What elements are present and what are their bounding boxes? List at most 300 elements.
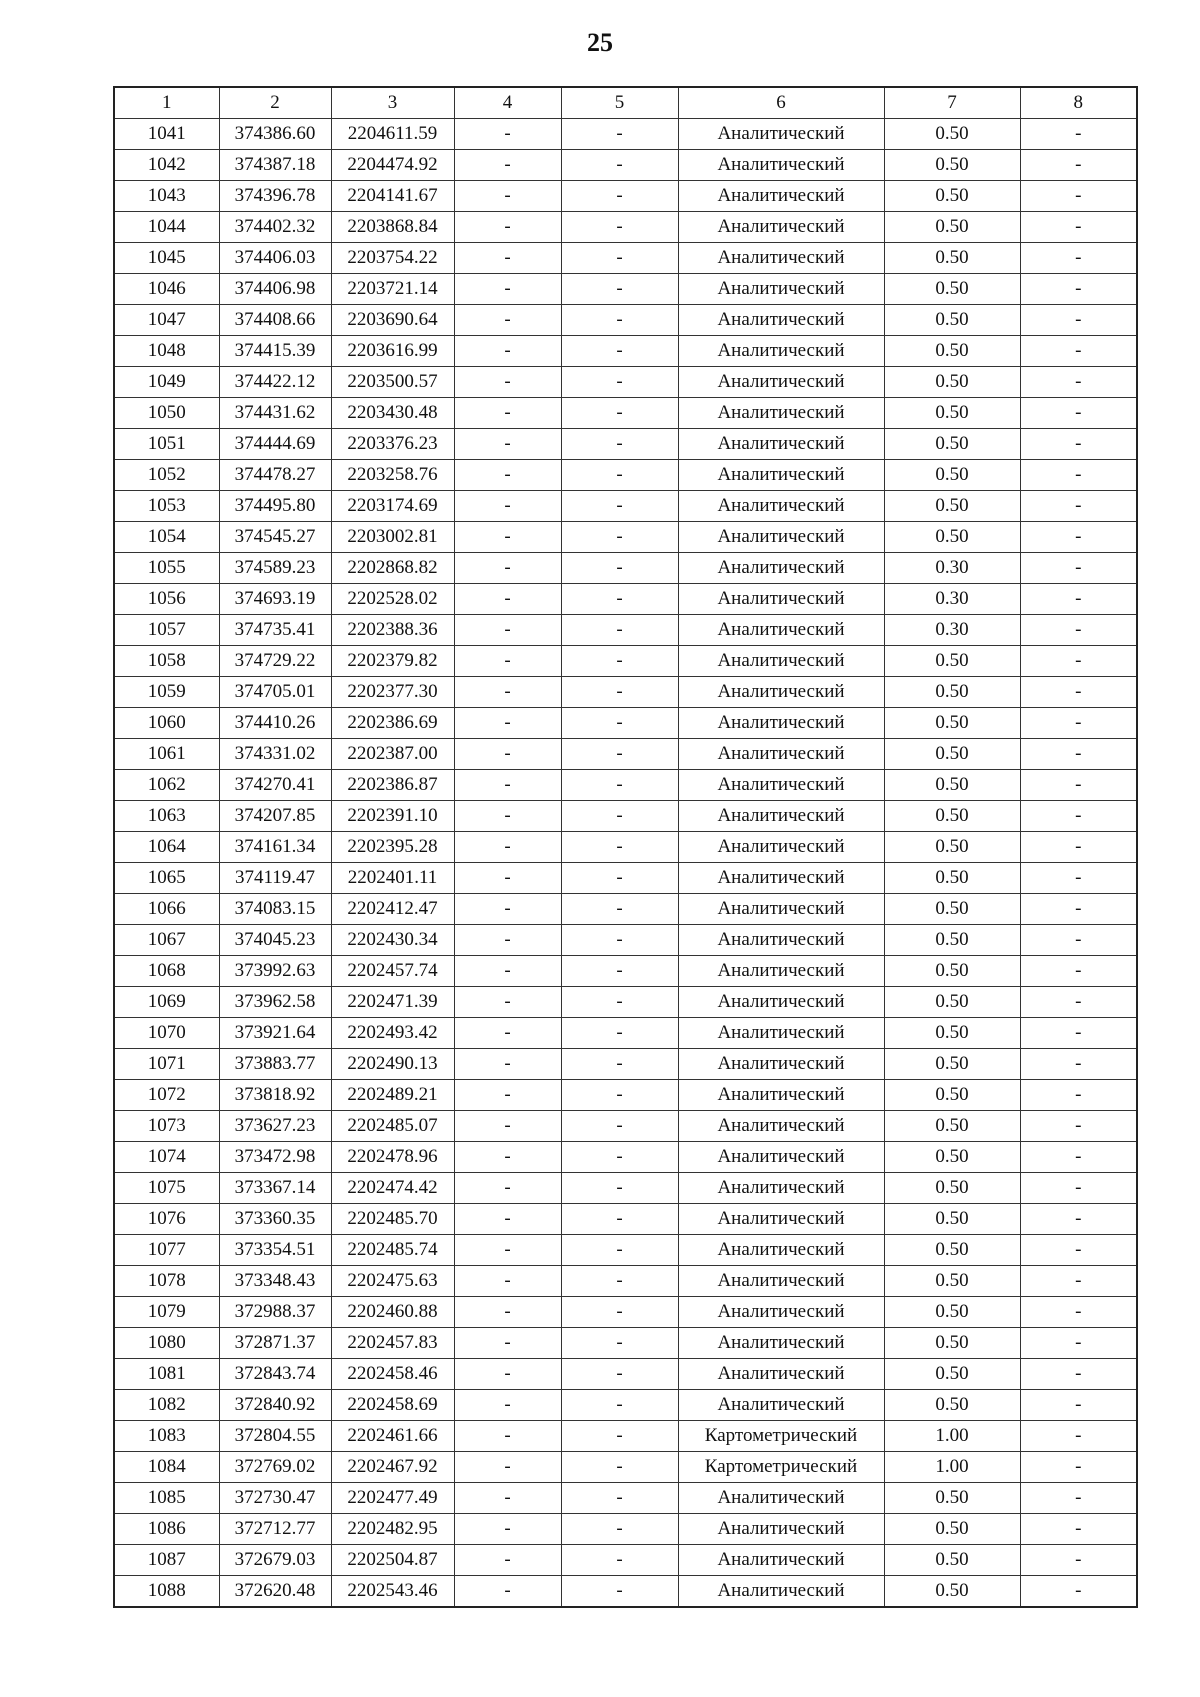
point-number-cell: 1068: [114, 956, 219, 987]
col8-cell: -: [1020, 553, 1137, 584]
x-coordinate-cell: 372843.74: [219, 1359, 331, 1390]
col4-cell: -: [454, 863, 561, 894]
accuracy-cell: 0.50: [884, 1390, 1020, 1421]
method-cell: Аналитический: [678, 1545, 884, 1576]
table-row: [114, 336, 1137, 367]
col5-cell: -: [561, 429, 678, 460]
method-cell: Аналитический: [678, 119, 884, 150]
col4-cell: -: [454, 1576, 561, 1608]
point-number-cell: 1073: [114, 1111, 219, 1142]
col5-cell: -: [561, 367, 678, 398]
method-cell: Аналитический: [678, 522, 884, 553]
method-cell: Аналитический: [678, 1297, 884, 1328]
col8-cell: -: [1020, 1483, 1137, 1514]
method-cell: Аналитический: [678, 987, 884, 1018]
col4-cell: -: [454, 1328, 561, 1359]
y-coordinate-cell: 2202528.02: [331, 584, 454, 615]
x-coordinate-cell: 374402.32: [219, 212, 331, 243]
x-coordinate-cell: 374207.85: [219, 801, 331, 832]
y-coordinate-cell: 2202471.39: [331, 987, 454, 1018]
table-row: [114, 739, 1137, 770]
accuracy-cell: 0.50: [884, 770, 1020, 801]
col8-cell: -: [1020, 212, 1137, 243]
table-row: [114, 274, 1137, 305]
x-coordinate-cell: 374119.47: [219, 863, 331, 894]
point-number-cell: 1086: [114, 1514, 219, 1545]
col4-cell: -: [454, 1018, 561, 1049]
col5-cell: -: [561, 1049, 678, 1080]
y-coordinate-cell: 2202457.74: [331, 956, 454, 987]
method-cell: Аналитический: [678, 1204, 884, 1235]
col8-cell: -: [1020, 770, 1137, 801]
x-coordinate-cell: 374270.41: [219, 770, 331, 801]
col4-cell: -: [454, 1111, 561, 1142]
method-cell: Аналитический: [678, 739, 884, 770]
method-cell: Аналитический: [678, 336, 884, 367]
col5-cell: -: [561, 1018, 678, 1049]
col5-cell: -: [561, 1514, 678, 1545]
point-number-cell: 1076: [114, 1204, 219, 1235]
y-coordinate-cell: 2202388.36: [331, 615, 454, 646]
accuracy-cell: 0.50: [884, 1266, 1020, 1297]
col4-cell: -: [454, 739, 561, 770]
x-coordinate-cell: 374083.15: [219, 894, 331, 925]
y-coordinate-cell: 2202377.30: [331, 677, 454, 708]
accuracy-cell: 0.50: [884, 1545, 1020, 1576]
y-coordinate-cell: 2202467.92: [331, 1452, 454, 1483]
y-coordinate-cell: 2202485.74: [331, 1235, 454, 1266]
point-number-cell: 1069: [114, 987, 219, 1018]
point-number-cell: 1042: [114, 150, 219, 181]
col5-cell: -: [561, 1421, 678, 1452]
col4-cell: -: [454, 367, 561, 398]
accuracy-cell: 0.50: [884, 150, 1020, 181]
point-number-cell: 1078: [114, 1266, 219, 1297]
col4-cell: -: [454, 1359, 561, 1390]
col4-cell: -: [454, 1421, 561, 1452]
y-coordinate-cell: 2202475.63: [331, 1266, 454, 1297]
accuracy-cell: 0.50: [884, 925, 1020, 956]
y-coordinate-cell: 2202412.47: [331, 894, 454, 925]
table-row: [114, 863, 1137, 894]
accuracy-cell: 0.50: [884, 181, 1020, 212]
point-number-cell: 1049: [114, 367, 219, 398]
accuracy-cell: 0.50: [884, 367, 1020, 398]
table-row: [114, 305, 1137, 336]
y-coordinate-cell: 2204474.92: [331, 150, 454, 181]
accuracy-cell: 0.50: [884, 1018, 1020, 1049]
col4-cell: -: [454, 150, 561, 181]
table-header-row: [114, 87, 1137, 119]
method-cell: Аналитический: [678, 1049, 884, 1080]
col8-cell: -: [1020, 1576, 1137, 1608]
table-row: [114, 615, 1137, 646]
table-row: [114, 243, 1137, 274]
col8-cell: -: [1020, 925, 1137, 956]
col8-cell: -: [1020, 491, 1137, 522]
col5-cell: -: [561, 1111, 678, 1142]
col8-cell: -: [1020, 956, 1137, 987]
col4-cell: -: [454, 1390, 561, 1421]
col8-cell: -: [1020, 1545, 1137, 1576]
y-coordinate-cell: 2202460.88: [331, 1297, 454, 1328]
method-cell: Аналитический: [678, 1514, 884, 1545]
col4-cell: -: [454, 1514, 561, 1545]
method-cell: Аналитический: [678, 1111, 884, 1142]
column-header: 5: [561, 87, 678, 119]
col5-cell: -: [561, 305, 678, 336]
method-cell: Аналитический: [678, 398, 884, 429]
col5-cell: -: [561, 150, 678, 181]
x-coordinate-cell: 373627.23: [219, 1111, 331, 1142]
col4-cell: -: [454, 677, 561, 708]
x-coordinate-cell: 374045.23: [219, 925, 331, 956]
accuracy-cell: 0.50: [884, 1111, 1020, 1142]
point-number-cell: 1075: [114, 1173, 219, 1204]
method-cell: Аналитический: [678, 1390, 884, 1421]
table-row: [114, 1018, 1137, 1049]
point-number-cell: 1043: [114, 181, 219, 212]
table-row: [114, 1111, 1137, 1142]
col5-cell: -: [561, 274, 678, 305]
method-cell: Аналитический: [678, 1483, 884, 1514]
method-cell: Аналитический: [678, 1328, 884, 1359]
method-cell: Аналитический: [678, 367, 884, 398]
col8-cell: -: [1020, 677, 1137, 708]
col5-cell: -: [561, 646, 678, 677]
col5-cell: -: [561, 491, 678, 522]
y-coordinate-cell: 2202430.34: [331, 925, 454, 956]
table-row: [114, 491, 1137, 522]
table-row: [114, 1173, 1137, 1204]
method-cell: Аналитический: [678, 1080, 884, 1111]
col8-cell: -: [1020, 305, 1137, 336]
col8-cell: -: [1020, 863, 1137, 894]
col5-cell: -: [561, 336, 678, 367]
table-row: [114, 1080, 1137, 1111]
point-number-cell: 1050: [114, 398, 219, 429]
y-coordinate-cell: 2202490.13: [331, 1049, 454, 1080]
method-cell: Аналитический: [678, 460, 884, 491]
x-coordinate-cell: 374422.12: [219, 367, 331, 398]
col5-cell: -: [561, 1080, 678, 1111]
accuracy-cell: 1.00: [884, 1421, 1020, 1452]
y-coordinate-cell: 2202386.69: [331, 708, 454, 739]
table-row: [114, 832, 1137, 863]
col4-cell: -: [454, 491, 561, 522]
col4-cell: -: [454, 987, 561, 1018]
col5-cell: -: [561, 987, 678, 1018]
y-coordinate-cell: 2202477.49: [331, 1483, 454, 1514]
col4-cell: -: [454, 1080, 561, 1111]
table-row: [114, 956, 1137, 987]
method-cell: Аналитический: [678, 956, 884, 987]
y-coordinate-cell: 2202868.82: [331, 553, 454, 584]
y-coordinate-cell: 2202461.66: [331, 1421, 454, 1452]
col5-cell: -: [561, 553, 678, 584]
point-number-cell: 1079: [114, 1297, 219, 1328]
x-coordinate-cell: 374415.39: [219, 336, 331, 367]
y-coordinate-cell: 2202458.46: [331, 1359, 454, 1390]
accuracy-cell: 0.50: [884, 1297, 1020, 1328]
method-cell: Аналитический: [678, 677, 884, 708]
col8-cell: -: [1020, 1328, 1137, 1359]
accuracy-cell: 0.50: [884, 305, 1020, 336]
x-coordinate-cell: 373818.92: [219, 1080, 331, 1111]
accuracy-cell: 0.50: [884, 801, 1020, 832]
point-number-cell: 1059: [114, 677, 219, 708]
y-coordinate-cell: 2203376.23: [331, 429, 454, 460]
column-header: 1: [114, 87, 219, 119]
col8-cell: -: [1020, 398, 1137, 429]
col8-cell: -: [1020, 1452, 1137, 1483]
accuracy-cell: 0.30: [884, 615, 1020, 646]
column-header: 6: [678, 87, 884, 119]
col4-cell: -: [454, 956, 561, 987]
x-coordinate-cell: 374693.19: [219, 584, 331, 615]
y-coordinate-cell: 2202474.42: [331, 1173, 454, 1204]
x-coordinate-cell: 373921.64: [219, 1018, 331, 1049]
point-number-cell: 1083: [114, 1421, 219, 1452]
col5-cell: -: [561, 1545, 678, 1576]
point-number-cell: 1070: [114, 1018, 219, 1049]
col5-cell: -: [561, 1173, 678, 1204]
x-coordinate-cell: 372769.02: [219, 1452, 331, 1483]
x-coordinate-cell: 373883.77: [219, 1049, 331, 1080]
point-number-cell: 1056: [114, 584, 219, 615]
col5-cell: -: [561, 615, 678, 646]
method-cell: Аналитический: [678, 1018, 884, 1049]
accuracy-cell: 0.50: [884, 1514, 1020, 1545]
y-coordinate-cell: 2203002.81: [331, 522, 454, 553]
column-header: 3: [331, 87, 454, 119]
point-number-cell: 1055: [114, 553, 219, 584]
y-coordinate-cell: 2203616.99: [331, 336, 454, 367]
col5-cell: -: [561, 243, 678, 274]
point-number-cell: 1077: [114, 1235, 219, 1266]
method-cell: Аналитический: [678, 212, 884, 243]
accuracy-cell: 0.50: [884, 336, 1020, 367]
x-coordinate-cell: 372988.37: [219, 1297, 331, 1328]
col8-cell: -: [1020, 1204, 1137, 1235]
col4-cell: -: [454, 708, 561, 739]
accuracy-cell: 0.50: [884, 956, 1020, 987]
method-cell: Аналитический: [678, 646, 884, 677]
col8-cell: -: [1020, 429, 1137, 460]
col8-cell: -: [1020, 615, 1137, 646]
accuracy-cell: 0.50: [884, 1049, 1020, 1080]
y-coordinate-cell: 2202401.11: [331, 863, 454, 894]
table-row: [114, 1390, 1137, 1421]
point-number-cell: 1084: [114, 1452, 219, 1483]
x-coordinate-cell: 372840.92: [219, 1390, 331, 1421]
method-cell: Аналитический: [678, 1142, 884, 1173]
col8-cell: -: [1020, 894, 1137, 925]
table-row: [114, 770, 1137, 801]
x-coordinate-cell: 374545.27: [219, 522, 331, 553]
x-coordinate-cell: 374589.23: [219, 553, 331, 584]
col4-cell: -: [454, 1452, 561, 1483]
col5-cell: -: [561, 925, 678, 956]
table-row: [114, 1049, 1137, 1080]
col4-cell: -: [454, 1235, 561, 1266]
col8-cell: -: [1020, 646, 1137, 677]
method-cell: Аналитический: [678, 491, 884, 522]
y-coordinate-cell: 2204611.59: [331, 119, 454, 150]
col5-cell: -: [561, 863, 678, 894]
y-coordinate-cell: 2202478.96: [331, 1142, 454, 1173]
col8-cell: -: [1020, 801, 1137, 832]
x-coordinate-cell: 372804.55: [219, 1421, 331, 1452]
col5-cell: -: [561, 832, 678, 863]
method-cell: Картометрический: [678, 1452, 884, 1483]
x-coordinate-cell: 373360.35: [219, 1204, 331, 1235]
column-header: 4: [454, 87, 561, 119]
col4-cell: -: [454, 243, 561, 274]
method-cell: Аналитический: [678, 894, 884, 925]
y-coordinate-cell: 2202379.82: [331, 646, 454, 677]
accuracy-cell: 0.50: [884, 987, 1020, 1018]
table-row: [114, 584, 1137, 615]
method-cell: Аналитический: [678, 150, 884, 181]
accuracy-cell: 0.50: [884, 119, 1020, 150]
table-row: [114, 1142, 1137, 1173]
col5-cell: -: [561, 677, 678, 708]
col4-cell: -: [454, 615, 561, 646]
col8-cell: -: [1020, 1080, 1137, 1111]
col5-cell: -: [561, 1235, 678, 1266]
col8-cell: -: [1020, 181, 1137, 212]
point-number-cell: 1063: [114, 801, 219, 832]
x-coordinate-cell: 372712.77: [219, 1514, 331, 1545]
method-cell: Аналитический: [678, 429, 884, 460]
col8-cell: -: [1020, 1297, 1137, 1328]
col8-cell: -: [1020, 1111, 1137, 1142]
col4-cell: -: [454, 584, 561, 615]
point-number-cell: 1048: [114, 336, 219, 367]
col8-cell: -: [1020, 739, 1137, 770]
method-cell: Аналитический: [678, 832, 884, 863]
col8-cell: -: [1020, 1018, 1137, 1049]
table-body: [114, 119, 1137, 1608]
accuracy-cell: 0.30: [884, 553, 1020, 584]
table-row: [114, 181, 1137, 212]
table-row: [114, 708, 1137, 739]
y-coordinate-cell: 2202543.46: [331, 1576, 454, 1608]
col5-cell: -: [561, 1452, 678, 1483]
accuracy-cell: 0.50: [884, 274, 1020, 305]
col4-cell: -: [454, 1483, 561, 1514]
col5-cell: -: [561, 522, 678, 553]
table-row: [114, 398, 1137, 429]
col8-cell: -: [1020, 1390, 1137, 1421]
point-number-cell: 1065: [114, 863, 219, 894]
col8-cell: -: [1020, 1359, 1137, 1390]
y-coordinate-cell: 2203690.64: [331, 305, 454, 336]
point-number-cell: 1054: [114, 522, 219, 553]
col4-cell: -: [454, 460, 561, 491]
accuracy-cell: 0.50: [884, 1328, 1020, 1359]
y-coordinate-cell: 2202457.83: [331, 1328, 454, 1359]
x-coordinate-cell: 374406.98: [219, 274, 331, 305]
col4-cell: -: [454, 522, 561, 553]
x-coordinate-cell: 374161.34: [219, 832, 331, 863]
accuracy-cell: 0.50: [884, 398, 1020, 429]
col8-cell: -: [1020, 336, 1137, 367]
point-number-cell: 1088: [114, 1576, 219, 1608]
x-coordinate-cell: 374386.60: [219, 119, 331, 150]
table-row: [114, 460, 1137, 491]
y-coordinate-cell: 2203500.57: [331, 367, 454, 398]
x-coordinate-cell: 372620.48: [219, 1576, 331, 1608]
accuracy-cell: 0.50: [884, 646, 1020, 677]
table-row: [114, 367, 1137, 398]
table-row: [114, 1576, 1137, 1608]
col5-cell: -: [561, 584, 678, 615]
y-coordinate-cell: 2202387.00: [331, 739, 454, 770]
col8-cell: -: [1020, 1235, 1137, 1266]
x-coordinate-cell: 372730.47: [219, 1483, 331, 1514]
point-number-cell: 1052: [114, 460, 219, 491]
y-coordinate-cell: 2202485.70: [331, 1204, 454, 1235]
method-cell: Аналитический: [678, 243, 884, 274]
y-coordinate-cell: 2203174.69: [331, 491, 454, 522]
col8-cell: -: [1020, 1049, 1137, 1080]
col4-cell: -: [454, 1049, 561, 1080]
table-row: [114, 925, 1137, 956]
accuracy-cell: 0.50: [884, 1359, 1020, 1390]
col5-cell: -: [561, 1266, 678, 1297]
col5-cell: -: [561, 1142, 678, 1173]
column-header: 7: [884, 87, 1020, 119]
col4-cell: -: [454, 1266, 561, 1297]
method-cell: Аналитический: [678, 1235, 884, 1266]
x-coordinate-cell: 373354.51: [219, 1235, 331, 1266]
point-number-cell: 1080: [114, 1328, 219, 1359]
y-coordinate-cell: 2203754.22: [331, 243, 454, 274]
col4-cell: -: [454, 429, 561, 460]
method-cell: Аналитический: [678, 274, 884, 305]
page-number: 25: [587, 28, 613, 57]
point-number-cell: 1061: [114, 739, 219, 770]
method-cell: Аналитический: [678, 1359, 884, 1390]
col8-cell: -: [1020, 1514, 1137, 1545]
col4-cell: -: [454, 1173, 561, 1204]
col5-cell: -: [561, 770, 678, 801]
col8-cell: -: [1020, 987, 1137, 1018]
col8-cell: -: [1020, 1173, 1137, 1204]
accuracy-cell: 0.50: [884, 677, 1020, 708]
col4-cell: -: [454, 1545, 561, 1576]
col8-cell: -: [1020, 460, 1137, 491]
y-coordinate-cell: 2202485.07: [331, 1111, 454, 1142]
accuracy-cell: 0.50: [884, 212, 1020, 243]
method-cell: Аналитический: [678, 553, 884, 584]
col5-cell: -: [561, 1359, 678, 1390]
x-coordinate-cell: 372871.37: [219, 1328, 331, 1359]
accuracy-cell: 0.50: [884, 739, 1020, 770]
col8-cell: -: [1020, 708, 1137, 739]
method-cell: Аналитический: [678, 1173, 884, 1204]
col5-cell: -: [561, 181, 678, 212]
col8-cell: -: [1020, 584, 1137, 615]
x-coordinate-cell: 374495.80: [219, 491, 331, 522]
method-cell: Картометрический: [678, 1421, 884, 1452]
col5-cell: -: [561, 801, 678, 832]
accuracy-cell: 0.50: [884, 1235, 1020, 1266]
col8-cell: -: [1020, 367, 1137, 398]
x-coordinate-cell: 374406.03: [219, 243, 331, 274]
